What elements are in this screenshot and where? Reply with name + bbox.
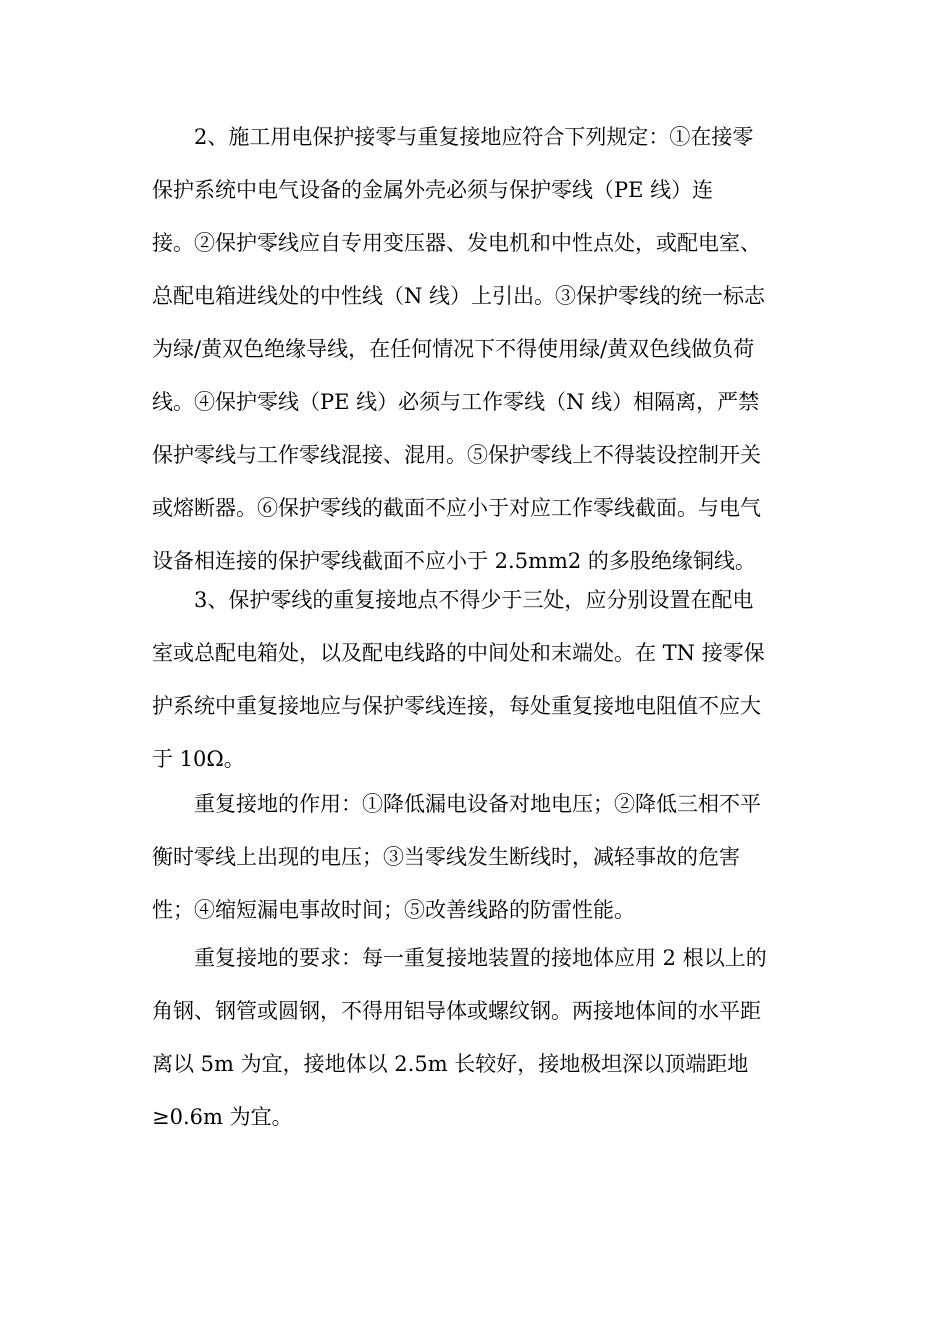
paragraph-repeat-grounding-points xyxy=(152,574,800,786)
text-line: 重复接地的要求：每一重复接地装置的接地体应用 2 根以上的 xyxy=(194,946,767,970)
text-line: 或熔断器。⑥保护零线的截面不应小于对应工作零线截面。与电气 xyxy=(152,496,761,520)
text-line: 性；④缩短漏电事故时间；⑤改善线路的防雷性能。 xyxy=(152,898,635,922)
text-line: 保护零线与工作零线混接、混用。⑤保护零线上不得装设控制开关 xyxy=(152,443,761,467)
text-line: 为绿/黄双色绝缘导线，在任何情况下不得使用绿/黄双色线做负荷 xyxy=(152,337,755,361)
paragraph-repeat-grounding-function xyxy=(152,778,800,937)
text-line: 衡时零线上出现的电压；③当零线发生断线时，减轻事故的危害 xyxy=(152,845,740,869)
text-line: 线。④保护零线（PE 线）必须与工作零线（N 线）相隔离，严禁 xyxy=(152,390,760,414)
text-line: 2、施工用电保护接零与重复接地应符合下列规定：①在接零 xyxy=(194,125,754,149)
text-line: 角钢、钢管或圆钢，不得用铝导体或螺纹钢。两接地体间的水平距 xyxy=(152,999,761,1023)
text-line: 总配电箱进线处的中性线（N 线）上引出。③保护零线的统一标志 xyxy=(152,284,766,308)
text-line: 重复接地的作用：①降低漏电设备对地电压；②降低三相不平 xyxy=(194,792,761,816)
paragraph-repeat-grounding-requirements xyxy=(152,932,800,1144)
text-line: 室或总配电箱处，以及配电线路的中间处和末端处。在 TN 接零保 xyxy=(152,641,765,665)
text-line: 保护系统中电气设备的金属外壳必须与保护零线（PE 线）连 xyxy=(152,178,714,202)
text-line: 护系统中重复接地应与保护零线连接，每处重复接地电阻值不应大 xyxy=(152,694,761,718)
text-line: 于 10Ω。 xyxy=(152,747,245,771)
text-line: ≥0.6m 为宜。 xyxy=(152,1105,293,1129)
text-line: 设备相连接的保护零线截面不应小于 2.5mm2 的多股绝缘铜线。 xyxy=(152,549,756,573)
text-line: 接。②保护零线应自专用变压器、发电机和中性点处，或配电室、 xyxy=(152,231,761,255)
paragraph-grounding-rules xyxy=(152,111,800,588)
text-line: 离以 5m 为宜，接地体以 2.5m 长较好，接地极坦深以顶端距地 xyxy=(152,1052,749,1076)
text-line: 3、保护零线的重复接地点不得少于三处，应分别设置在配电 xyxy=(194,588,754,612)
